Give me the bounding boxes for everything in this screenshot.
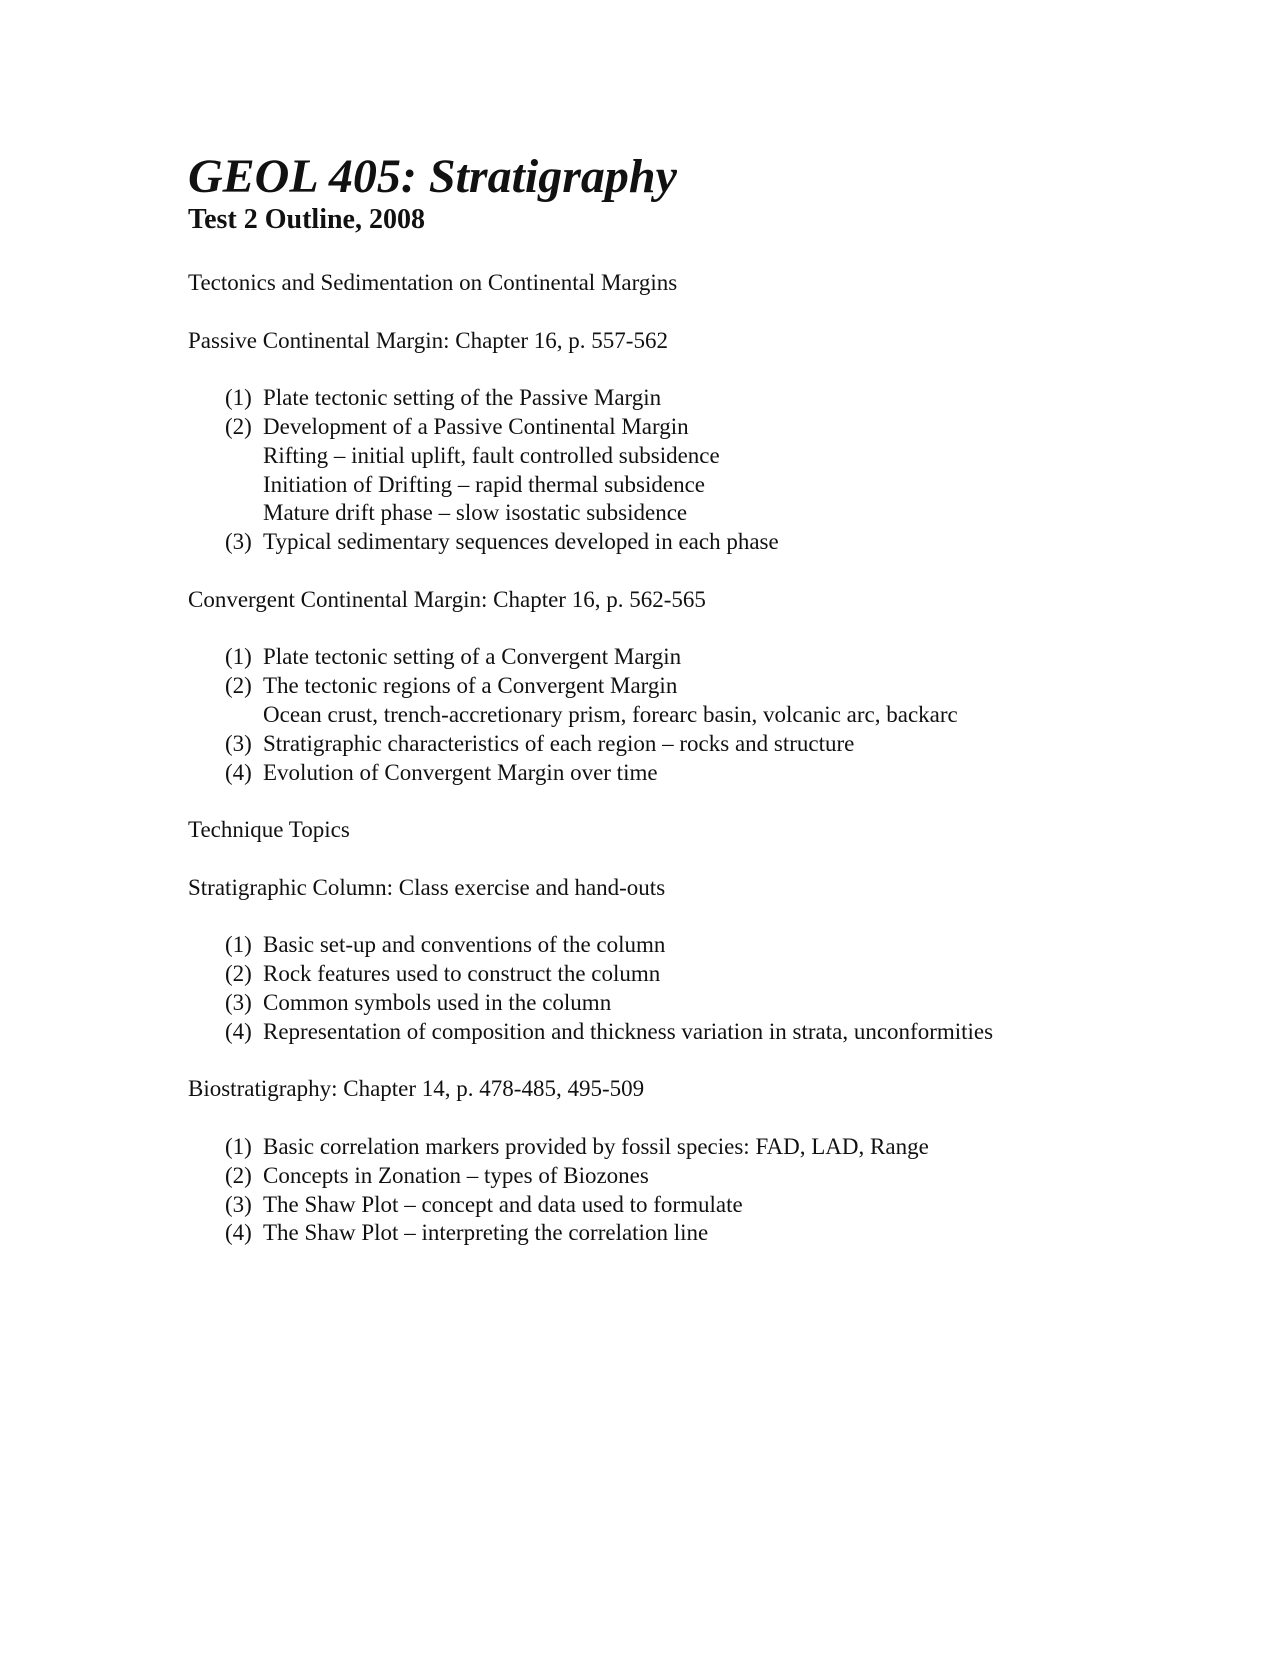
list-number: (4)	[225, 759, 252, 785]
list-text: Evolution of Convergent Margin over time	[263, 759, 658, 785]
list-text: Development of a Passive Continental Margin	[263, 413, 689, 439]
list-number: (1)	[225, 385, 252, 411]
convergent-margin-heading: Convergent Continental Margin: Chapter 16, p. 562-565	[188, 586, 706, 612]
list-number: (3)	[225, 1191, 252, 1217]
list-text: Basic correlation markers provided by fossil species: FAD, LAD, Range	[263, 1133, 929, 1159]
page-subtitle: Test 2 Outline, 2008	[188, 204, 425, 235]
list-subitem: Initiation of Drifting – rapid thermal subsidence	[263, 471, 705, 497]
list-number: (3)	[225, 989, 252, 1015]
list-text: Plate tectonic setting of the Passive Margin	[263, 385, 662, 411]
list-item	[188, 759, 1148, 788]
list-number: (1)	[225, 932, 252, 958]
list-item	[188, 931, 1148, 960]
list-text: The Shaw Plot – concept and data used to formulate	[263, 1191, 743, 1217]
list-item	[188, 1133, 1148, 1162]
list-number: (1)	[225, 644, 252, 670]
list-item	[188, 960, 1148, 989]
list-item	[188, 1018, 1148, 1047]
list-text: Typical sedimentary sequences developed in each phase	[263, 529, 779, 555]
list-number: (1)	[225, 1133, 252, 1159]
list-subitem: Mature drift phase – slow isostatic subsidence	[263, 500, 688, 526]
list-subitem: Rifting – initial uplift, fault controlled subsidence	[263, 442, 720, 468]
list-text: Basic set-up and conventions of the column	[263, 932, 666, 958]
list-item	[188, 413, 1148, 442]
convergent-margin-list	[188, 643, 1148, 787]
biostratigraphy-heading: Biostratigraphy: Chapter 14, p. 478-485, 495-509	[188, 1076, 645, 1102]
section-heading-tectonics: Tectonics and Sedimentation on Continental Margins	[188, 270, 678, 295]
list-text: Common symbols used in the column	[263, 989, 612, 1015]
list-number: (4)	[225, 1018, 252, 1044]
list-subitem: Ocean crust, trench-accretionary prism, forearc basin, volcanic arc, backarc	[263, 701, 958, 727]
list-number: (4)	[225, 1220, 252, 1246]
list-item	[188, 1162, 1148, 1191]
list-item	[188, 672, 1148, 701]
list-number: (3)	[225, 529, 252, 555]
list-number: (2)	[225, 1162, 252, 1188]
list-number: (2)	[225, 413, 252, 439]
list-number: (2)	[225, 961, 252, 987]
list-item	[188, 643, 1148, 672]
list-text: Plate tectonic setting of a Convergent Margin	[263, 644, 682, 670]
passive-margin-heading: Passive Continental Margin: Chapter 16, p. 557-562	[188, 327, 668, 353]
strat-column-list	[188, 931, 1148, 1046]
list-text: The Shaw Plot – interpreting the correlation line	[263, 1220, 709, 1246]
list-item	[188, 1191, 1148, 1220]
list-item	[188, 384, 1148, 413]
list-text: The tectonic regions of a Convergent Margin	[263, 673, 678, 699]
list-text: Rock features used to construct the column	[263, 961, 661, 987]
list-item	[188, 1219, 1148, 1248]
strat-column-heading: Stratigraphic Column: Class exercise and hand-outs	[188, 874, 666, 900]
list-item	[188, 989, 1148, 1018]
document-body	[188, 150, 1148, 1248]
list-text: Representation of composition and thickness variation in strata, unconformities	[263, 1018, 994, 1044]
list-item	[188, 730, 1148, 759]
list-text: Concepts in Zonation – types of Biozones	[263, 1162, 649, 1188]
passive-margin-list	[188, 384, 1148, 557]
list-number: (3)	[225, 730, 252, 756]
biostratigraphy-list	[188, 1133, 1148, 1248]
section-heading-technique: Technique Topics	[188, 817, 350, 843]
page-title: GEOL 405: Stratigraphy	[188, 150, 677, 203]
list-number: (2)	[225, 673, 252, 699]
list-text: Stratigraphic characteristics of each region – rocks and structure	[263, 730, 855, 756]
list-item	[188, 528, 1148, 557]
